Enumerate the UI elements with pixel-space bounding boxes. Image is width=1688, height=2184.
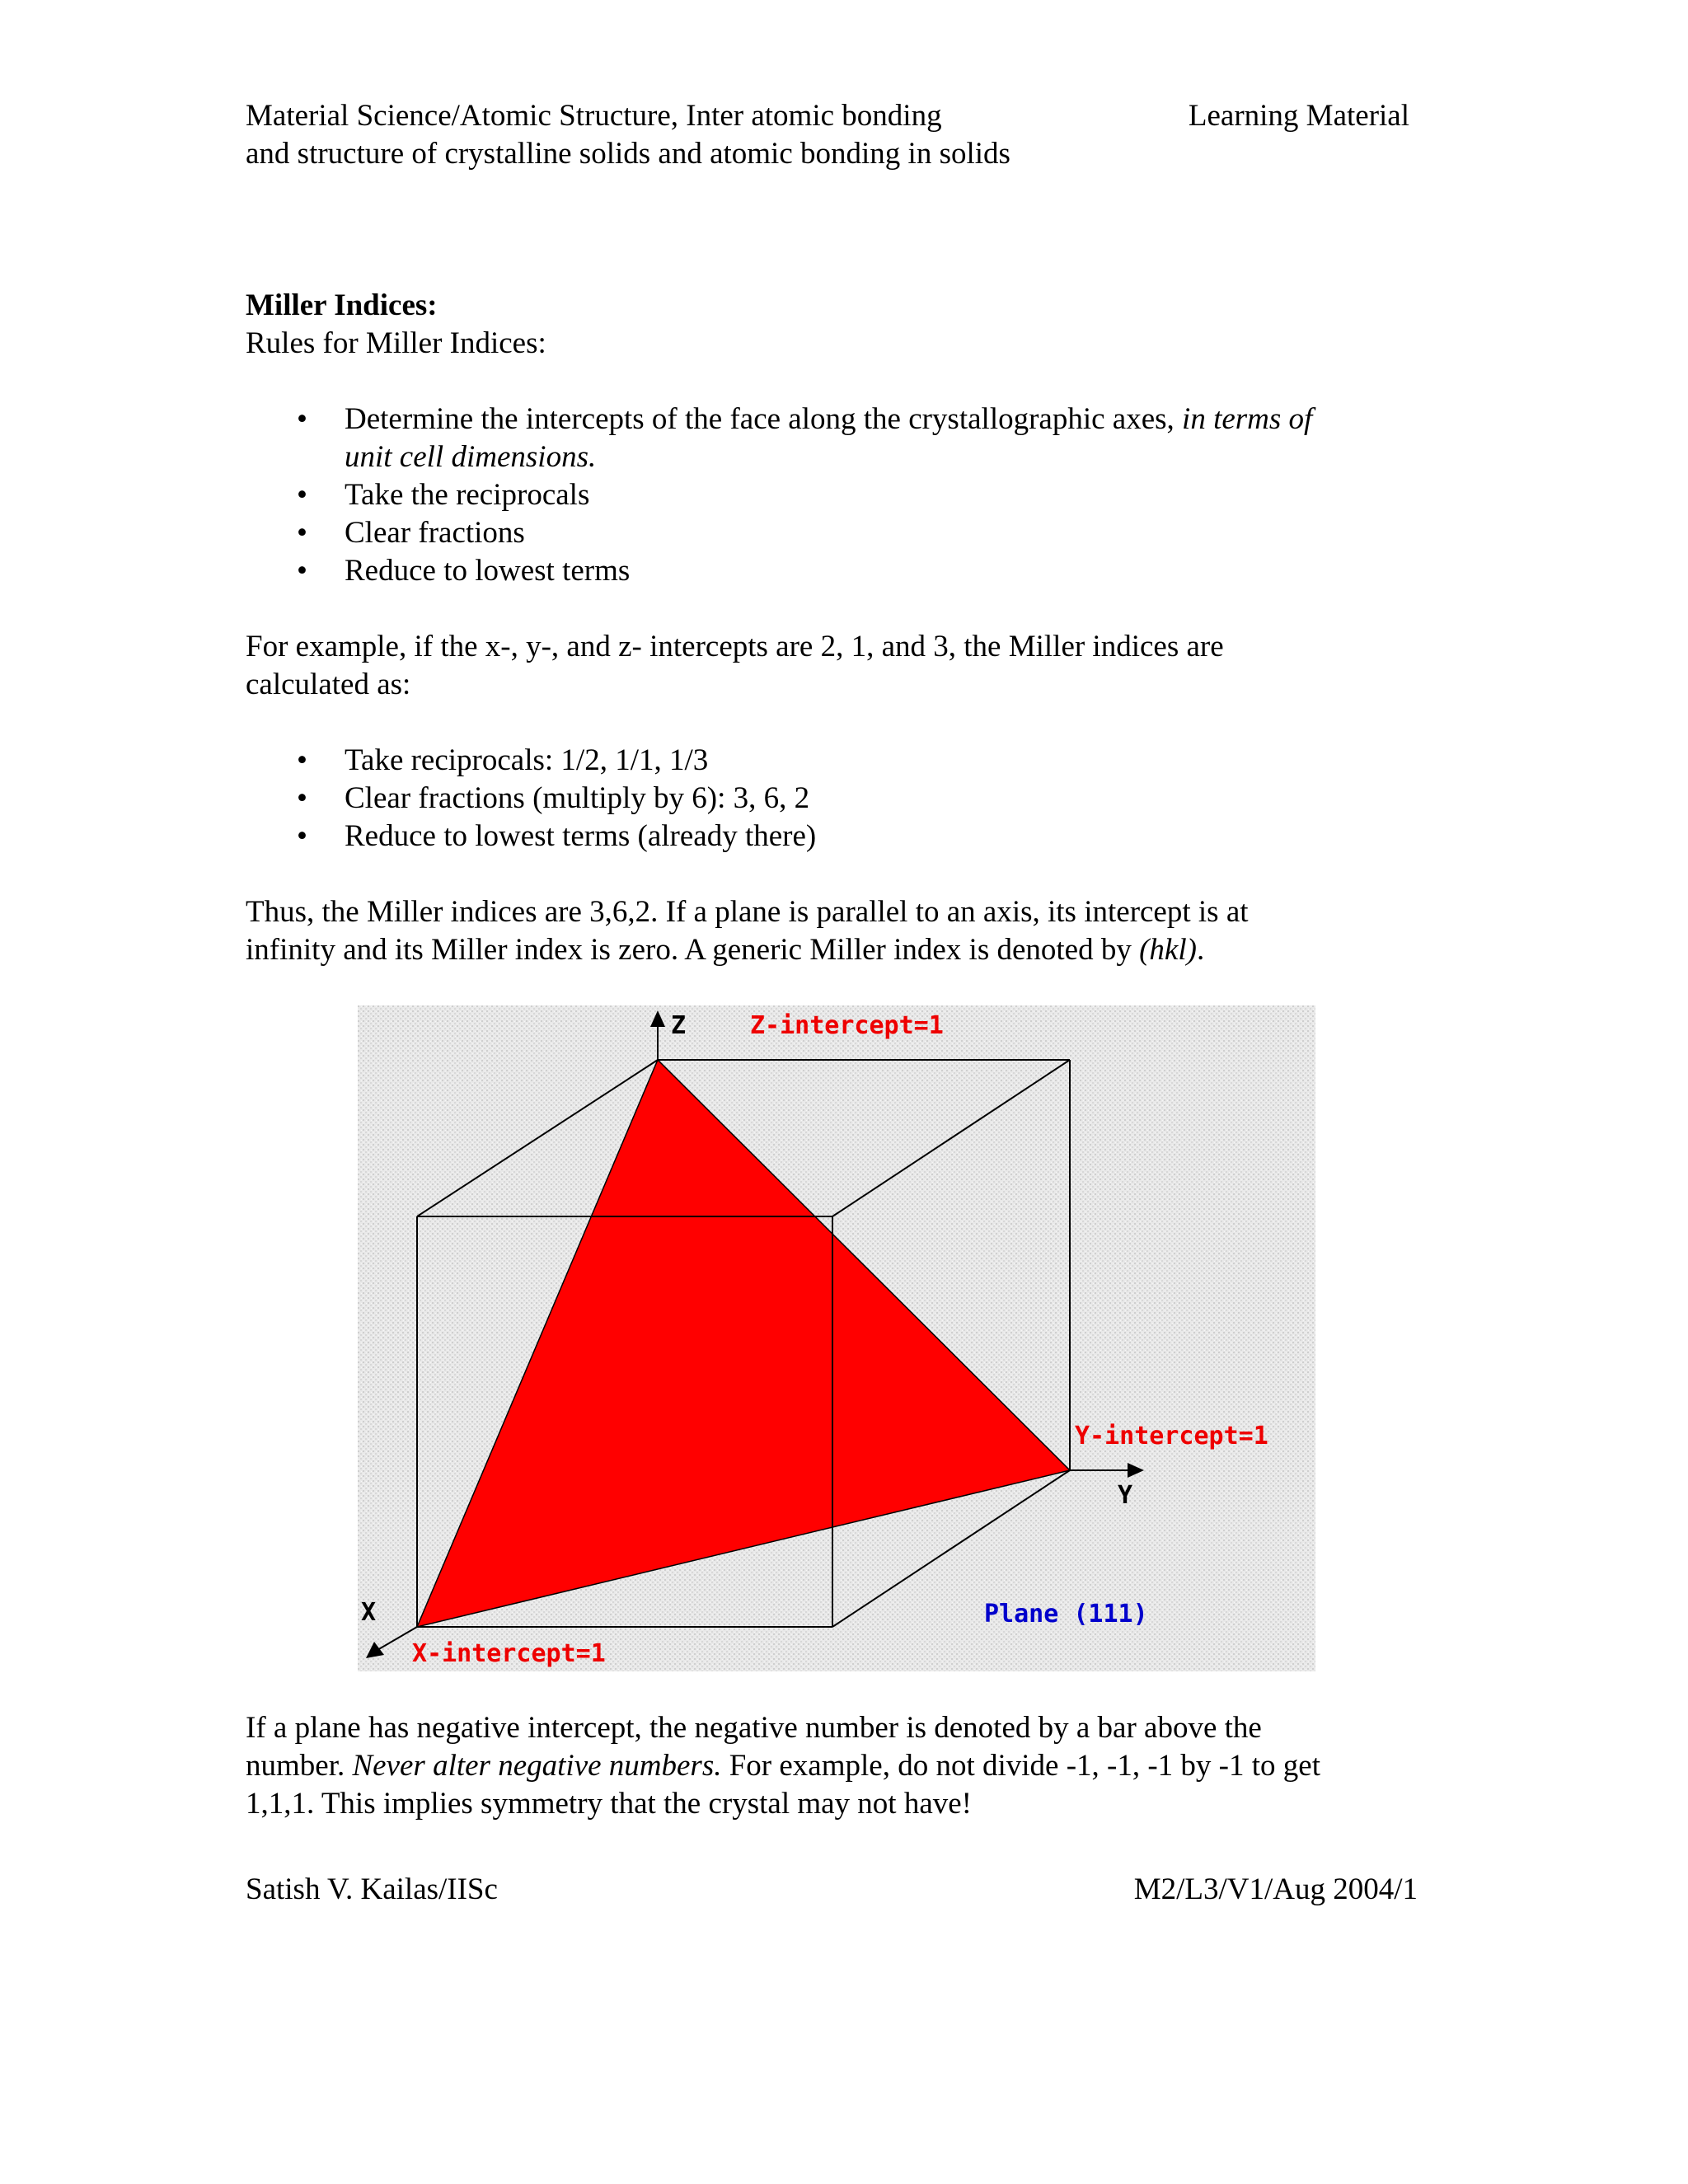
negative-line1: If a plane has negative intercept, the negative number is denoted by a bar above the <box>246 1711 1262 1745</box>
conclusion-line2: infinity and its Miller index is zero. A generic Miller index is denoted by <box>246 933 1140 967</box>
example-intro-line1: For example, if the x-, y-, and z- intercepts are 2, 1, and 3, the Miller indices are <box>246 630 1224 663</box>
miller-plane-figure <box>358 1005 1315 1671</box>
negative-line2-prefix: number. <box>246 1749 353 1783</box>
step-2-text: Clear fractions (multiply by 6): 3, 6, 2 <box>345 781 810 815</box>
header-course-line2: and structure of crystalline solids and atomic bonding in solids <box>246 137 1010 171</box>
rules-list <box>0 401 1312 590</box>
footer-page-id: M2/L3/V1/Aug 2004/1 <box>1133 1872 1418 1906</box>
negative-line3: 1,1,1. This implies symmetry that the crystal may not have! <box>246 1787 972 1821</box>
header-course-line1: Material Science/Atomic Structure, Inter atomic bonding <box>246 99 942 133</box>
list-item <box>0 552 1312 590</box>
hkl-notation: (hkl) <box>1139 933 1197 967</box>
rule-2-text: Take the reciprocals <box>345 478 590 512</box>
example-intro <box>246 628 1224 704</box>
y-intercept-label: Y-intercept=1 <box>1075 1422 1268 1451</box>
header-course-title <box>246 97 1010 173</box>
list-item <box>0 401 1312 476</box>
section-subtitle: Rules for Miller Indices: <box>246 326 546 360</box>
x-axis-label: X <box>361 1598 377 1627</box>
list-item <box>0 514 1312 552</box>
step-1-text: Take reciprocals: 1/2, 1/1, 1/3 <box>345 743 709 777</box>
bullet-icon: • <box>297 781 307 815</box>
bullet-icon: • <box>297 554 307 588</box>
conclusion-paragraph <box>246 893 1249 969</box>
rule-4-text: Reduce to lowest terms <box>345 554 631 588</box>
list-item <box>0 818 816 855</box>
bullet-icon: • <box>297 819 307 853</box>
list-item <box>0 742 816 780</box>
example-intro-line2: calculated as: <box>246 668 411 701</box>
rule-1-text: Determine the intercepts of the face along the crystallographic axes, <box>345 402 1183 436</box>
miller-plane-diagram <box>358 1005 1315 1671</box>
example-steps-list <box>0 742 816 855</box>
z-intercept-label: Z-intercept=1 <box>750 1011 944 1040</box>
rule-3-text: Clear fractions <box>345 516 525 550</box>
header-learning-material: Learning Material <box>1188 99 1409 133</box>
list-item <box>0 476 1312 514</box>
bullet-icon: • <box>297 402 307 436</box>
section-title: Miller Indices: <box>246 288 438 322</box>
rule-1-italic: in terms of <box>1182 402 1313 436</box>
bullet-icon: • <box>297 478 307 512</box>
negative-line2-suffix: For example, do not divide -1, -1, -1 by -1 to get <box>721 1749 1320 1783</box>
negative-warning: Never alter negative numbers. <box>352 1749 722 1783</box>
bullet-icon: • <box>297 516 307 550</box>
list-item <box>0 780 816 818</box>
step-3-text: Reduce to lowest terms (already there) <box>345 819 817 853</box>
bullet-icon: • <box>297 743 307 777</box>
footer-author: Satish V. Kailas/IISc <box>246 1872 498 1906</box>
negative-intercept-paragraph <box>246 1709 1320 1823</box>
plane-111-label: Plane (111) <box>984 1600 1148 1629</box>
rule-1-italic-cont: unit cell dimensions. <box>345 440 597 474</box>
x-intercept-label: X-intercept=1 <box>412 1639 606 1668</box>
z-axis-label: Z <box>671 1011 687 1040</box>
conclusion-period: . <box>1196 933 1205 967</box>
conclusion-line1: Thus, the Miller indices are 3,6,2. If a plane is parallel to an axis, its intercept is at <box>246 895 1249 929</box>
y-axis-label: Y <box>1118 1481 1133 1510</box>
